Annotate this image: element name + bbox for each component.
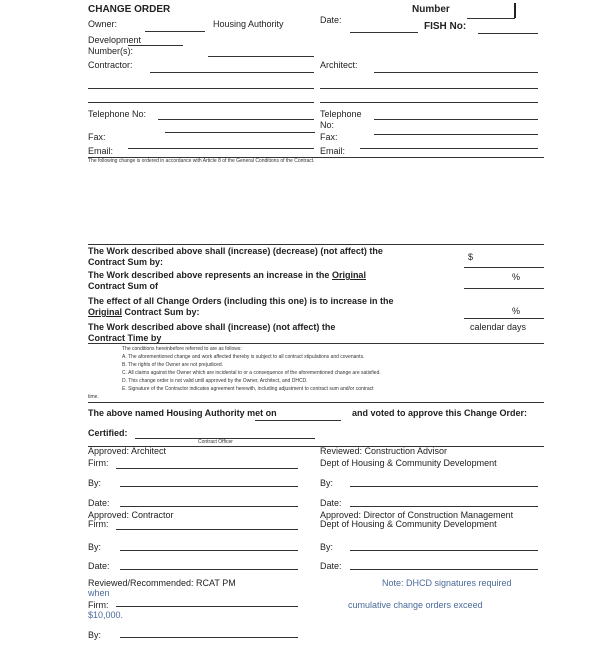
architect-field-2[interactable] (320, 88, 538, 89)
voted-label: and voted to approve this Change Order: (352, 408, 528, 418)
sums-divider-bottom (88, 343, 544, 344)
owner-field[interactable] (145, 31, 205, 32)
order-statement: The following change is ordered in accordance with Article 8 of the General Conditions of the Contract. (88, 158, 315, 164)
email-label-left: Email: (88, 146, 114, 156)
sum-row4-line2: Contract Time by (88, 333, 162, 343)
by-label-r1: By: (320, 478, 334, 488)
contractor-field-2[interactable] (88, 88, 314, 89)
number-field-bracket (514, 3, 516, 18)
condition-item: C. All claims against the Owner which are incidental to or a consequence of the aforementioned change are satisfied. (122, 370, 381, 376)
fax-label-left: Fax: (88, 132, 106, 142)
dept-label-1: Dept of Housing & Community Development (320, 458, 497, 468)
by-label-2: By: (88, 542, 102, 552)
owner-value: Housing Authority (213, 19, 284, 29)
number-label: Number (412, 4, 450, 15)
firm-label-2: Firm: (88, 519, 109, 529)
contractor-field-3[interactable] (88, 102, 314, 103)
architect-field-3[interactable] (320, 102, 538, 103)
approved-architect-label: Approved: Architect (88, 446, 167, 456)
by-label-3: By: (88, 630, 102, 640)
condition-item: A. The aforementioned change and work affected thereby is subject to all contract stipulations and covenants. (122, 354, 365, 360)
sum-row3-field[interactable] (464, 318, 544, 319)
contract-officer-label: Contract Officer (198, 439, 233, 445)
sum-row3-line2: Original Contract Sum by: (88, 307, 200, 317)
by-field-2[interactable] (120, 550, 298, 551)
sum-row3-unit: % (512, 306, 521, 316)
sum-row4-unit: calendar days (470, 322, 527, 332)
telephone-field-left[interactable] (158, 119, 314, 120)
development-field[interactable] (128, 45, 183, 46)
when-label: when (88, 588, 110, 598)
dhcd-note: Note: DHCD signatures required (382, 578, 512, 588)
sum-row1-line2: Contract Sum by: (88, 257, 164, 267)
owner-label: Owner: (88, 19, 118, 29)
by-label-1: By: (88, 478, 102, 488)
owner-extra-line[interactable] (208, 56, 314, 57)
by-field-r2[interactable] (350, 550, 538, 551)
sum-row1-field[interactable] (464, 267, 544, 268)
fish-field[interactable] (478, 33, 538, 34)
met-on-field[interactable] (255, 420, 341, 421)
cumulative-note: cumulative change orders exceed (348, 600, 483, 610)
by-field-r1[interactable] (350, 486, 538, 487)
reviewed-advisor-label: Reviewed: Construction Advisor (320, 446, 448, 456)
sum-row4-line1: The Work described above shall (increase) (not affect) the (88, 322, 336, 332)
firm-field-1[interactable] (116, 468, 298, 469)
architect-label: Architect: (320, 60, 358, 70)
dept-label-2: Dept of Housing & Community Development (320, 519, 497, 529)
fax-field-left[interactable] (165, 132, 315, 133)
date-field-r1[interactable] (350, 506, 538, 507)
fish-label: FISH No: (424, 21, 467, 32)
approved-contractor-label: Approved: Contractor (88, 510, 174, 520)
sum-row2-unit: % (512, 272, 521, 282)
sum-row1-line1: The Work described above shall (increase) (decrease) (not affect) the (88, 246, 383, 256)
contractor-field-1[interactable] (150, 72, 314, 73)
sum-row3-line1: The effect of all Change Orders (including this one) is to increase in the (88, 296, 394, 306)
conditions-intro: The conditions hereinbefore referred to are as follows: (122, 346, 242, 352)
fax-field-right[interactable] (374, 134, 538, 135)
certified-label: Certified: (88, 428, 128, 438)
sum-row2-line2: Contract Sum of (88, 281, 159, 291)
condition-last: time. (88, 394, 99, 400)
sums-divider-top (88, 244, 544, 245)
by-field-1[interactable] (120, 486, 298, 487)
reviewed-rcat-label: Reviewed/Recommended: RCAT PM (88, 578, 236, 588)
email-field-left[interactable] (128, 148, 314, 149)
date-field-r2[interactable] (350, 569, 538, 570)
date-label-r1: Date: (320, 498, 342, 508)
by-label-r2: By: (320, 542, 334, 552)
approved-director-label: Approved: Director of Construction Management (320, 510, 514, 520)
date-field-1[interactable] (120, 506, 298, 507)
conditions-divider (88, 402, 544, 403)
fax-label-right: Fax: (320, 132, 338, 142)
form-title: CHANGE ORDER (88, 4, 171, 15)
firm-field-3[interactable] (116, 606, 298, 607)
telephone-field-right[interactable] (374, 119, 538, 120)
email-field-right[interactable] (360, 148, 538, 149)
date-label: Date: (320, 15, 342, 25)
firm-label-1: Firm: (88, 458, 109, 468)
met-on-label: The above named Housing Authority met on (88, 408, 277, 418)
sum-row2-field[interactable] (464, 288, 544, 289)
amount-label: $10,000. (88, 610, 124, 620)
telephone-label-right: Telephone (320, 109, 362, 119)
firm-field-2[interactable] (116, 529, 298, 530)
date-label-r2: Date: (320, 561, 342, 571)
development-number-label: Number(s): (88, 46, 134, 56)
date-field[interactable] (350, 32, 418, 33)
date-label-2: Date: (88, 561, 110, 571)
telephone-no-label-right: No: (320, 120, 335, 130)
firm-label-3: Firm: (88, 600, 109, 610)
sum-row1-unit: $ (468, 252, 474, 262)
email-label-right: Email: (320, 146, 346, 156)
by-field-3[interactable] (120, 637, 298, 638)
sum-row2-line1: The Work described above represents an increase in the Original (88, 270, 366, 280)
date-label-1: Date: (88, 498, 110, 508)
number-field[interactable] (467, 18, 515, 19)
condition-item: B. The rights of the Owner are not prejudiced. (122, 362, 224, 368)
date-field-2[interactable] (120, 569, 298, 570)
condition-item: E. Signature of the Contractor indicates agreement herewith, including adjustment to contract sum and/or contract (122, 386, 374, 392)
development-label: Development (88, 35, 142, 45)
contractor-label: Contractor: (88, 60, 133, 70)
telephone-label-left: Telephone No: (88, 109, 147, 119)
architect-field-1[interactable] (374, 72, 538, 73)
condition-item: D. This change order is not valid until approved by the Owner, Architect, and DHCD. (122, 378, 308, 384)
